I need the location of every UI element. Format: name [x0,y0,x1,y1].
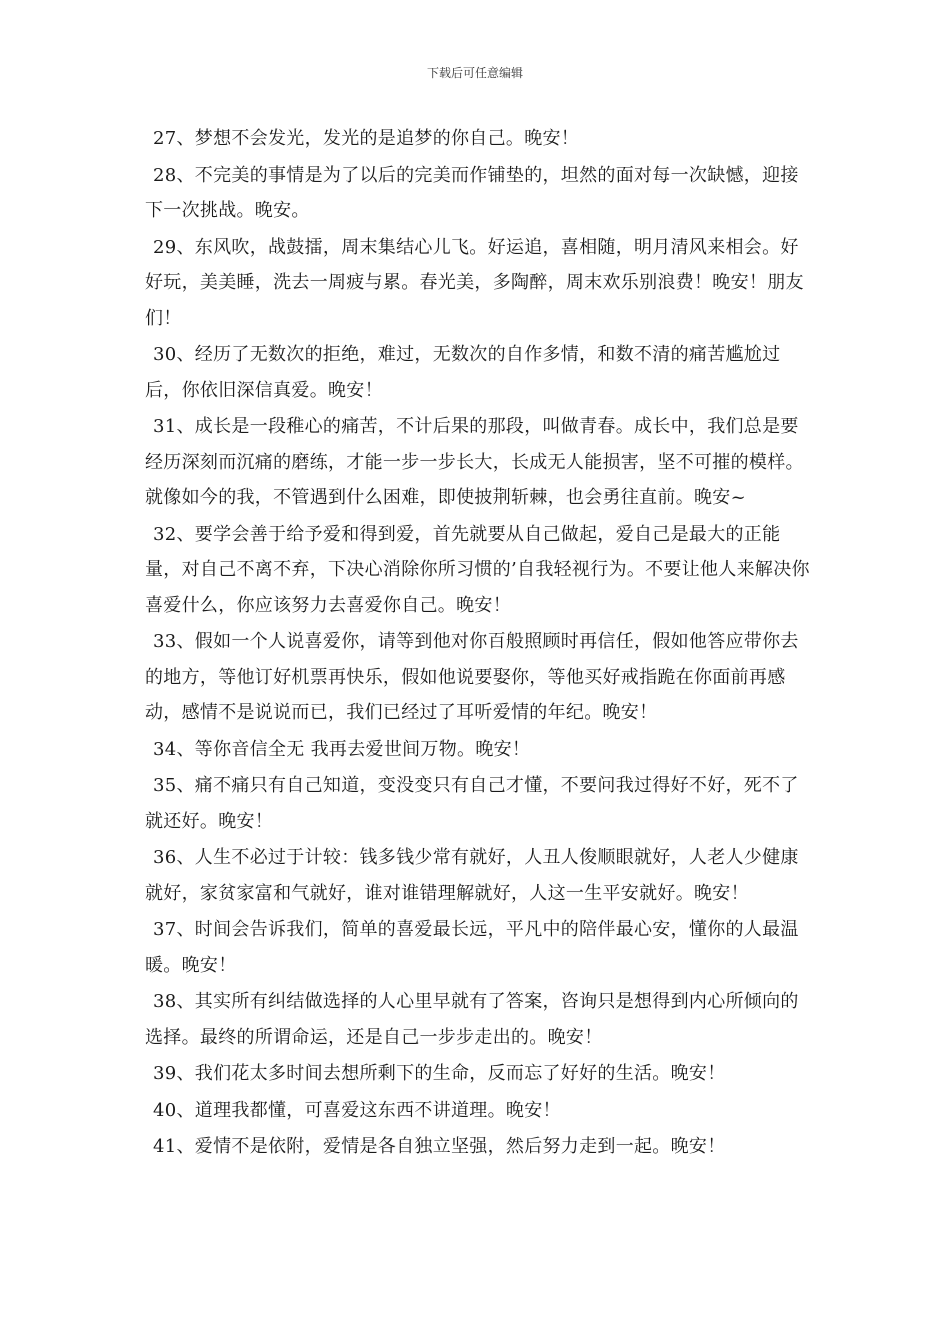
paragraph-33: 33、假如一个人说喜爱你，请等到他对你百般照顾时再信任，假如他答应带你去的地方，等他订好机票再快乐，假如他说要娶你，等他买好戒指跪在你面前再感动，感情不是说说而已，我们已经过了耳听爱情的年纪。晚安！ [145,631,799,723]
paragraph-36: 36、人生不必过于计较：钱多钱少常有就好，人丑人俊顺眼就好，人老人少健康就好，家贫家富和气就好，谁对谁错理解就好，人这一生平安就好。晚安！ [145,847,799,904]
paragraph-41: 41、爱情不是依附，爱情是各自独立坚强，然后努力走到一起。晚安！ [153,1136,726,1157]
paragraph-31: 31、成长是一段稚心的痛苦，不计后果的那段，叫做青春。成长中，我们总是要经历深刻而沉痛的磨练，才能一步一步长大，长成无人能损害，坚不可摧的模样。就像如今的我，不管遇到什么困难，即使披荆斩棘，也会勇往直前。晚安~ [145,416,804,508]
document-body [145,121,815,1166]
paragraph-28: 28、不完美的事情是为了以后的完美而作铺垫的，坦然的面对每一次缺憾，迎接下一次挑战。晚安。 [145,164,799,221]
paragraph-40: 40、道理我都懂，可喜爱这东西不讲道理。晚安！ [153,1099,561,1121]
paragraph-29: 29、东风吹，战鼓擂，周末集结心儿飞。好运追，喜相随，明月清风来相会。好好玩，美美睡，洗去一周疲与累。春光美，多陶醉，周末欢乐别浪费！晚安！朋友们！ [145,236,804,329]
paragraph-32: 32、要学会善于给予爱和得到爱，首先就要从自己做起，爱自己是最大的正能量，对自己不离不弃，下决心消除你所习惯的’自我轻视行为。不要让他人来解决你喜爱什么，你应该努力去喜爱你自己。晚安！ [145,523,810,616]
paragraph-39: 39、我们花太多时间去想所剩下的生命，反而忘了好好的生活。晚安！ [153,1063,726,1084]
paragraph-30: 30、经历了无数次的拒绝，难过，无数次的自作多情，和数不清的痛苦尴尬过后，你依旧深信真爱。晚安！ [145,344,781,401]
paragraph-38: 38、其实所有纠结做选择的人心里早就有了答案，咨询只是想得到内心所倾向的选择。最终的所谓命运，还是自己一步步走出的。晚安！ [145,991,799,1048]
paragraph-37: 37、时间会告诉我们，简单的喜爱最长远，平凡中的陪伴最心安，懂你的人最温暖。晚安！ [145,919,799,976]
paragraph-34: 34、等你音信全无 我再去爱世间万物。晚安！ [153,738,531,760]
header-note: 下载后可任意编辑 [426,66,523,80]
paragraph-27: 27、梦想不会发光，发光的是追梦的你自己。晚安！ [153,128,580,149]
paragraph-35: 35、痛不痛只有自己知道，变没变只有自己才懂，不要问我过得好不好，死不了就还好。晚安！ [145,775,799,832]
